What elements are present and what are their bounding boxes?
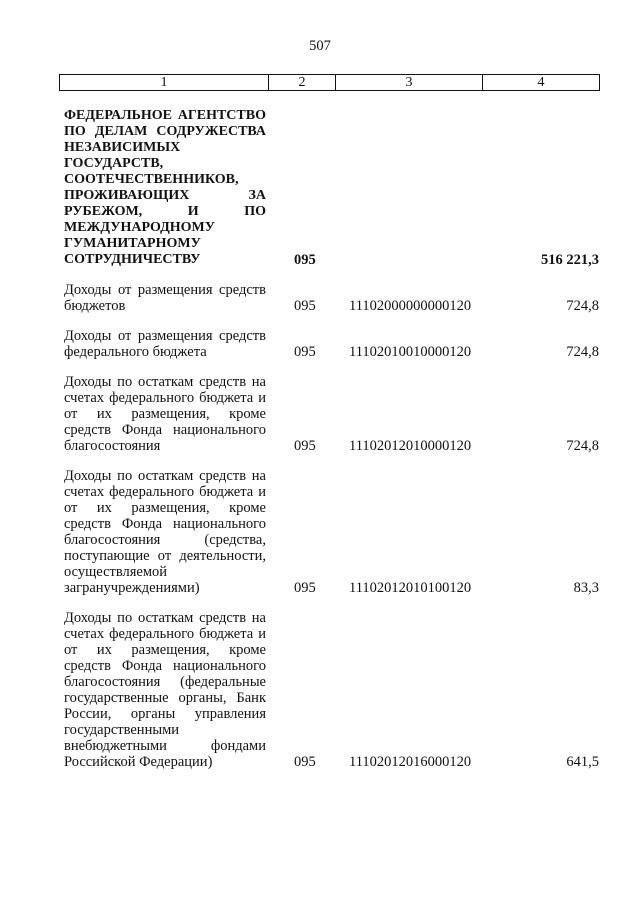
row-kbk: 11102000000000120 bbox=[349, 298, 472, 314]
row-code: 095 bbox=[294, 438, 316, 454]
row-code: 095 bbox=[294, 580, 316, 596]
table-row bbox=[0, 610, 640, 770]
row-description: Доходы от размещения средств бюджетов bbox=[64, 282, 266, 314]
table-row bbox=[0, 328, 640, 360]
row-description: Доходы по остаткам средств на счетах федерального бюджета и от их размещения, кроме средств Фонда национального благосостояния (федеральные государственные органы, Банк России, органы управления государственными внебюджетными фондами Российской Федерации) bbox=[64, 610, 266, 770]
column-header-4: 4 bbox=[483, 75, 600, 91]
column-header-3: 3 bbox=[336, 75, 483, 91]
row-code: 095 bbox=[294, 344, 316, 360]
row-description: Доходы по остаткам средств на счетах федерального бюджета и от их размещения, кроме средств Фонда национального благосостояния (средства, поступающие от деятельности, осуществляемой загранучреждениями) bbox=[64, 468, 266, 596]
row-description: Доходы от размещения средств федерального бюджета bbox=[64, 328, 266, 360]
row-amount: 724,8 bbox=[566, 298, 599, 314]
row-description: ФЕДЕРАЛЬНОЕ АГЕНТСТВО ПО ДЕЛАМ СОДРУЖЕСТВА НЕЗАВИСИМЫХ ГОСУДАРСТВ, СООТЕЧЕСТВЕННИКОВ, ПРОЖИВАЮЩИХ ЗА РУБЕЖОМ, И ПО МЕЖДУНАРОДНОМУ ГУМАНИТАРНОМУ СОТРУДНИЧЕСТВУ bbox=[64, 108, 266, 267]
row-amount: 516 221,3 bbox=[541, 252, 599, 268]
row-code: 095 bbox=[294, 754, 316, 770]
column-header-row bbox=[59, 74, 600, 91]
page-number: 507 bbox=[309, 38, 331, 54]
row-kbk: 11102012010000120 bbox=[349, 438, 472, 454]
column-header-2: 2 bbox=[269, 75, 336, 91]
row-amount: 641,5 bbox=[566, 754, 599, 770]
table-row bbox=[0, 108, 640, 268]
row-kbk: 11102012016000120 bbox=[349, 754, 472, 770]
column-header-1: 1 bbox=[60, 75, 269, 91]
row-description: Доходы по остаткам средств на счетах федерального бюджета и от их размещения, кроме средств Фонда национального благосостояния bbox=[64, 374, 266, 454]
row-amount: 724,8 bbox=[566, 438, 599, 454]
row-code: 095 bbox=[294, 298, 316, 314]
table-row bbox=[0, 468, 640, 596]
row-code: 095 bbox=[294, 252, 316, 268]
row-amount: 724,8 bbox=[566, 344, 599, 360]
row-amount: 83,3 bbox=[573, 580, 599, 596]
table-row bbox=[0, 374, 640, 454]
row-kbk: 11102012010100120 bbox=[349, 580, 472, 596]
table-body bbox=[0, 108, 640, 784]
row-kbk: 11102010010000120 bbox=[349, 344, 472, 360]
table-row bbox=[0, 282, 640, 314]
